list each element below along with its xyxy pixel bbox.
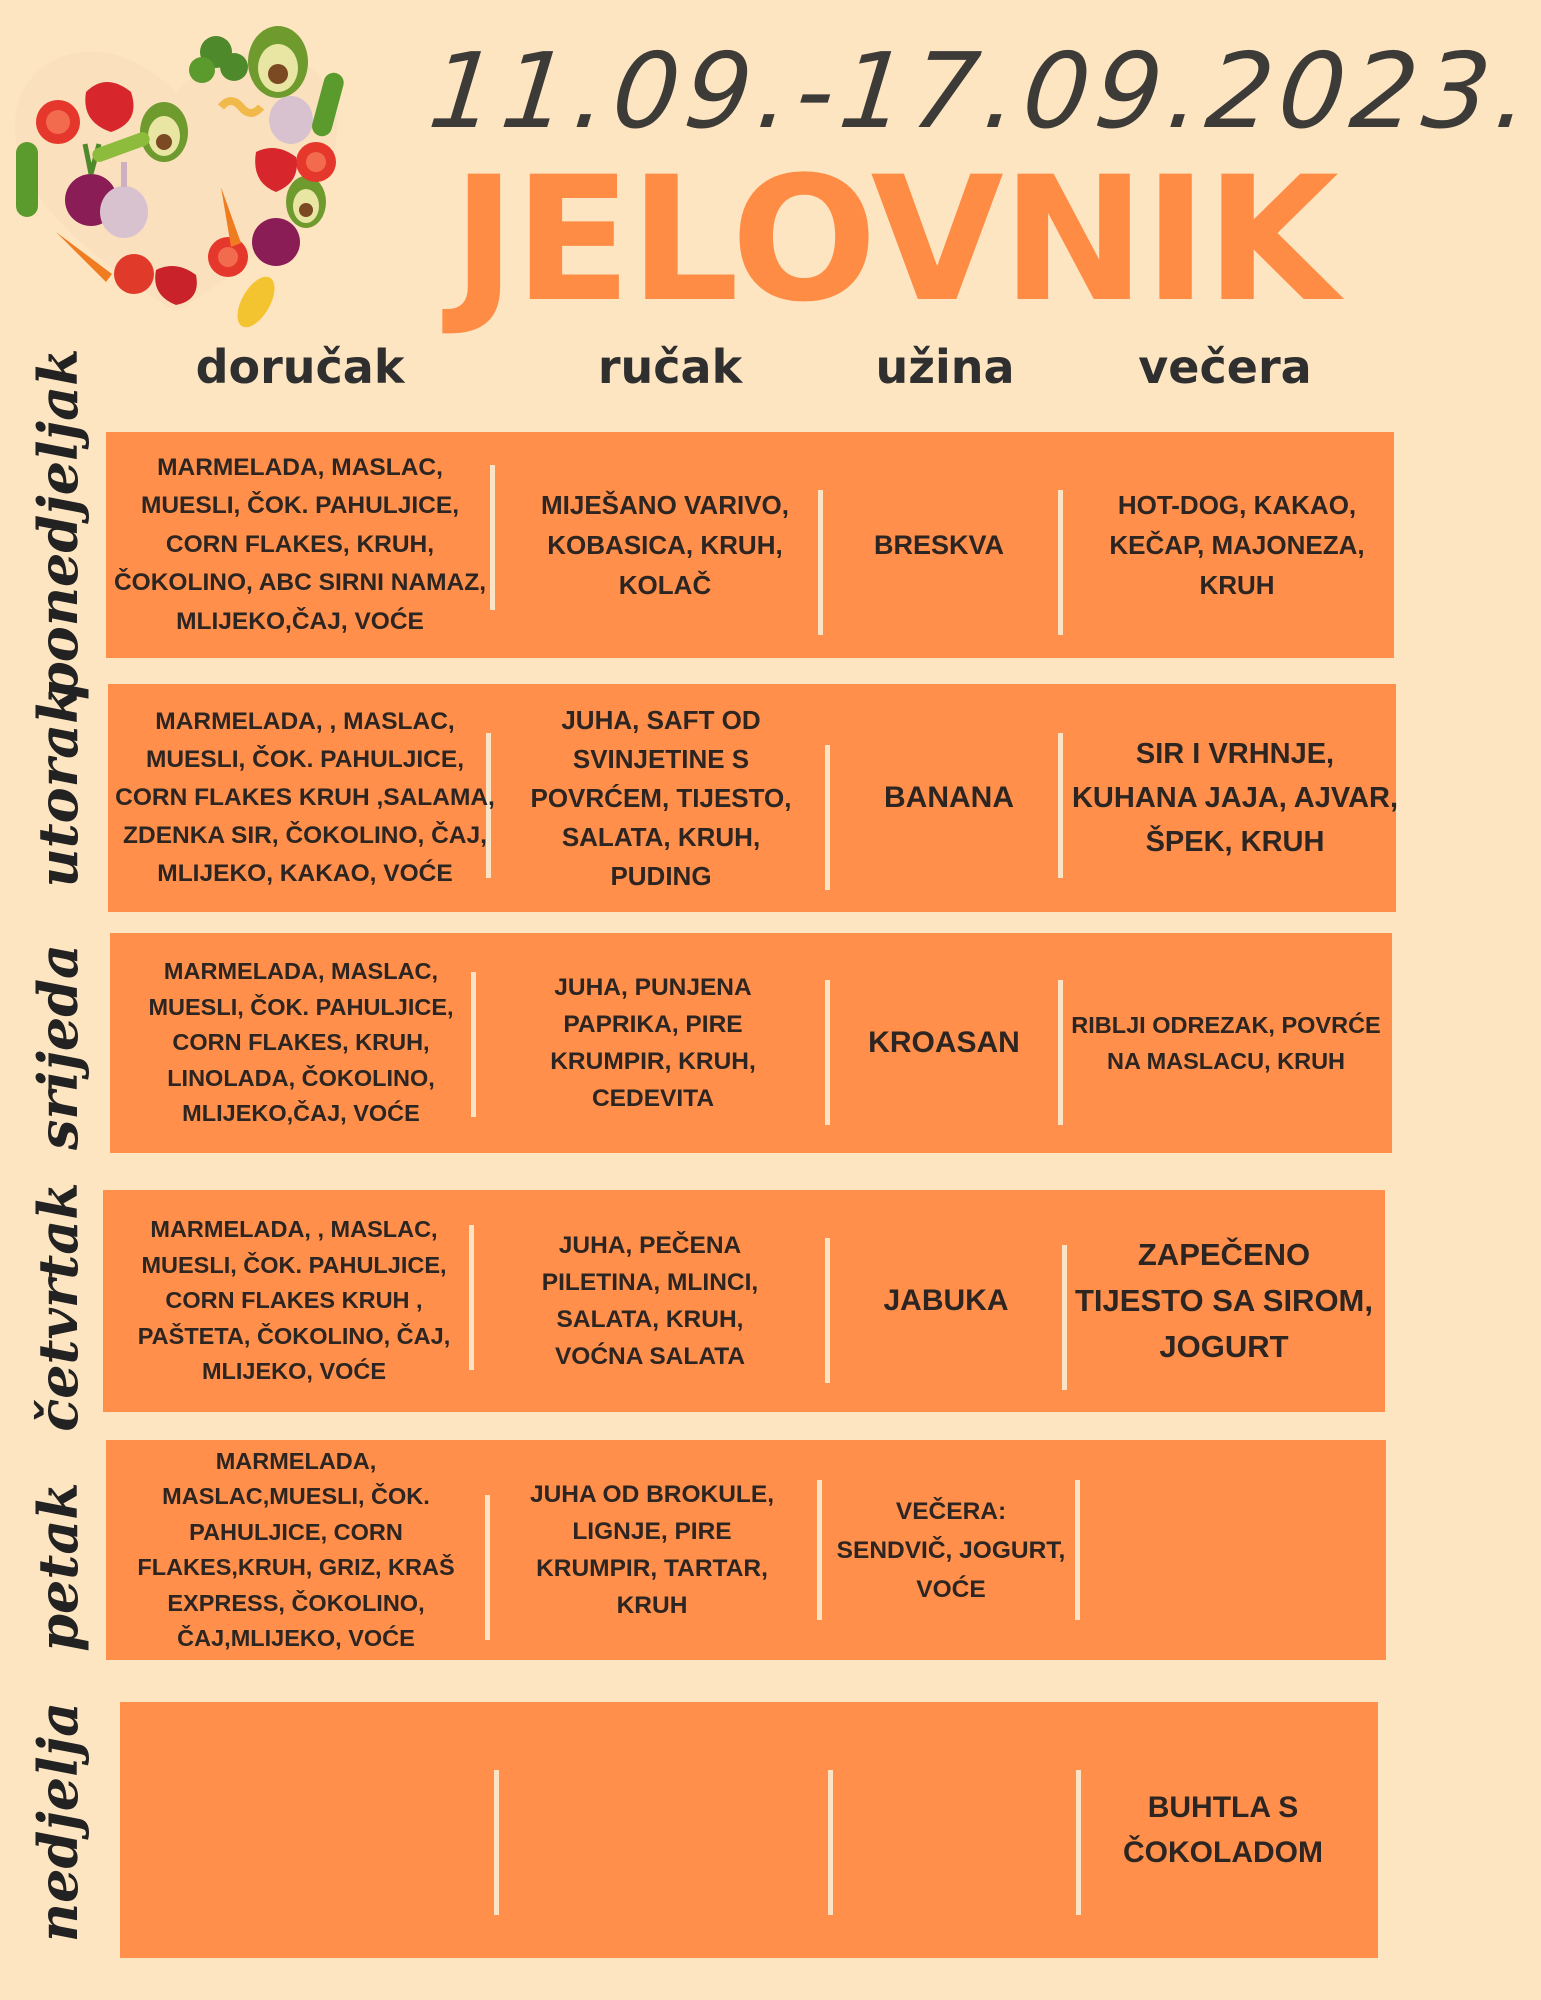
day-label-srijeda: srijeda [26,944,90,1151]
column-header-uzina: užina [875,340,1015,394]
cell-utorak-uzina: BANANA [884,781,1014,814]
cell-petak-dorucak: MARMELADA, MASLAC,MUESLI, ČOK. PAHULJICE, CORN FLAKES,KRUH, GRIZ, KRAŠ EXPRESS, ČOKOLINO, ČAJ,MLIJEKO, VOĆE [137,1447,455,1651]
cell-srijeda-dorucak: MARMELADA, MASLAC, MUESLI, ČOK. PAHULJICE, CORN FLAKES, KRUH, LINOLADA, ČOKOLINO, MLIJEKO,ČAJ, VOĆE [148,958,454,1127]
cell-petak-vecera [1090,1440,1380,1660]
column-header-vecera: večera [1138,340,1312,394]
cell-srijeda-uzina: KROASAN [868,1026,1020,1059]
column-divider [825,745,830,890]
cell-utorak-dorucak: MARMELADA, , MASLAC, MUESLI, ČOK. PAHULJICE, CORN FLAKES KRUH ,SALAMA, ZDENKA SIR, ČOKOLINO, ČAJ, MLIJEKO, KAKAO, VOĆE [115,708,495,887]
vegetable-heart-illustration [6,12,346,322]
cell-nedjelja-vecera: BUHTLA S ČOKOLADOM [1123,1791,1323,1869]
cell-cetvrtak-dorucak: MARMELADA, , MASLAC, MUESLI, ČOK. PAHULJICE, CORN FLAKES KRUH , PAŠTETA, ČOKOLINO, ČAJ, MLIJEKO, VOĆE [137,1216,451,1385]
day-label-ponedjeljak: ponedjeljak [26,348,90,700]
cell-petak-uzina: VEČERA: SENDVIČ, JOGURT, VOĆE [836,1497,1066,1603]
cell-nedjelja-dorucak [124,1702,490,1958]
day-label-cetvrtak: četvrtak [26,1182,90,1432]
cell-petak-rucak: JUHA OD BROKULE, LIGNJE, PIRE KRUMPIR, TARTAR, KRUH [529,1481,775,1619]
day-label-petak: petak [26,1482,90,1652]
cell-srijeda-rucak: JUHA, PUNJENA PAPRIKA, PIRE KRUMPIR, KRUH, CEDEVITA [550,974,756,1112]
column-divider [817,1480,822,1620]
cell-nedjelja-uzina [834,1702,1072,1958]
column-divider [1062,1245,1067,1390]
column-divider [1058,490,1063,635]
cell-nedjelja-rucak [500,1702,824,1958]
column-divider [494,1770,499,1915]
day-label-nedjelja: nedjelja [26,1701,90,1943]
column-divider [825,1238,830,1383]
cell-cetvrtak-rucak: JUHA, PEČENA PILETINA, MLINCI, SALATA, KRUH, VOĆNA SALATA [541,1232,759,1370]
column-divider [818,490,823,635]
column-divider [485,1495,490,1640]
cell-srijeda-vecera: RIBLJI ODREZAK, POVRĆE NA MASLACU, KRUH [1071,1012,1381,1074]
date-range: 11.09.-17.09.2023. [423,30,1541,152]
day-label-utorak: utorak [26,686,90,888]
column-divider [825,980,830,1125]
cell-utorak-rucak: JUHA, SAFT OD SVINJETINE S POVRĆEM, TIJESTO, SALATA, KRUH, PUDING [530,704,792,891]
column-header-dorucak: doručak [195,340,405,394]
column-divider [1058,980,1063,1125]
cell-ponedjeljak-uzina: BRESKVA [873,530,1005,560]
cell-cetvrtak-vecera: ZAPEČENO TIJESTO SA SIROM, JOGURT [1075,1237,1373,1364]
column-divider [828,1770,833,1915]
page-title: JELOVNIK [452,139,1337,340]
column-divider [490,465,495,610]
cell-cetvrtak-uzina: JABUKA [883,1284,1009,1317]
cell-ponedjeljak-vecera: HOT-DOG, KAKAO, KEČAP, MAJONEZA, KRUH [1109,490,1365,600]
cell-ponedjeljak-rucak: MIJEŠANO VARIVO, KOBASICA, KRUH, KOLAČ [540,490,789,600]
column-divider [1076,1770,1081,1915]
cell-ponedjeljak-dorucak: MARMELADA, MASLAC, MUESLI, ČOK. PAHULJICE, CORN FLAKES, KRUH, ČOKOLINO, ABC SIRNI NAMAZ, MLIJEKO,ČAJ, VOĆE [113,453,487,635]
cell-utorak-vecera: SIR I VRHNJE, KUHANA JAJA, AJVAR, ŠPEK, KRUH [1071,738,1399,858]
column-header-rucak: ručak [597,340,743,394]
column-divider [1075,1480,1080,1620]
